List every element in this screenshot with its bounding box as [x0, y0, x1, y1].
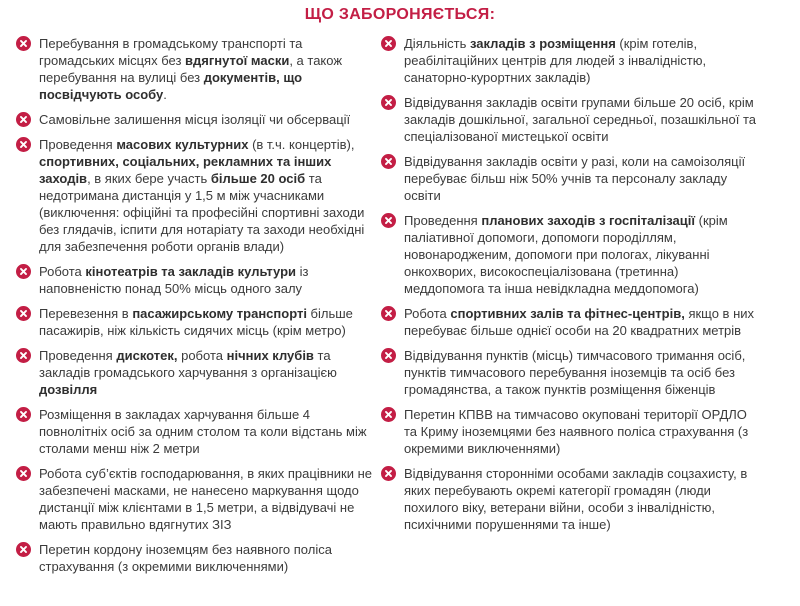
prohibition-text: Перебування в громадському транспорті та громадських місцях без вдягнутої маски, а також перебування на вулиці без документів, що посвідчують особу. — [39, 36, 343, 102]
prohibition-text: Робота кінотеатрів та закладів культури із наповненістю понад 50% місць одного залу — [39, 264, 309, 296]
x-circle-icon — [16, 466, 31, 481]
x-circle-icon — [16, 264, 31, 279]
x-circle-icon — [381, 306, 396, 321]
prohibition-item — [381, 406, 760, 457]
prohibition-item — [16, 347, 375, 398]
prohibition-text: Відвідування закладів освіти у разі, коли на самоізоляції перебуває більш ніж 50% учнів та персоналу закладу освіти — [404, 154, 746, 203]
prohibition-item — [16, 465, 375, 533]
prohibition-item — [381, 94, 760, 145]
prohibition-item — [16, 263, 375, 297]
prohibition-item — [381, 212, 760, 297]
prohibition-text: Робота суб’єктів господарювання, в яких працівники не забезпечені масками, не нанесено маркування щодо дистанції між клієнтами в 1,5 метри, а відвідувачі не мають правильно вдягнутих ЗІЗ — [39, 466, 373, 532]
prohibition-item — [381, 153, 760, 204]
x-circle-icon — [16, 36, 31, 51]
right-column — [381, 35, 760, 541]
prohibition-item — [16, 541, 375, 575]
x-circle-icon — [381, 466, 396, 481]
prohibition-item — [16, 35, 375, 103]
x-circle-icon — [16, 542, 31, 557]
prohibition-text: Відвідування закладів освіти групами більше 20 осіб, крім закладів дошкільної, загальної середньої, позашкільної та спеціалізованої мистецької освіти — [404, 95, 756, 144]
prohibition-text: Проведення дискотек, робота нічних клубів та закладів громадського харчування з організацією дозвілля — [39, 348, 337, 397]
x-circle-icon — [381, 36, 396, 51]
x-circle-icon — [16, 407, 31, 422]
prohibition-text: Відвідування пунктів (місць) тимчасового тримання осіб, пунктів тимчасового перебування іноземців та осіб без громадянства, а також пунктів розміщення біженців — [404, 348, 746, 397]
x-circle-icon — [16, 348, 31, 363]
prohibition-item — [16, 136, 375, 255]
page-title: ЩО ЗАБОРОНЯЄТЬСЯ: — [304, 6, 496, 23]
x-circle-icon — [16, 112, 31, 127]
x-circle-icon — [381, 154, 396, 169]
prohibition-text: Діяльність закладів з розміщення (крім готелів, реабілітаційних центрів для людей з інвалідністю, санаторно-курортних закладів) — [404, 36, 707, 85]
prohibition-text: Робота спортивних залів та фітнес-центрів, якщо в них перебуває більше однієї особи на 20 квадратних метрів — [404, 306, 755, 338]
x-circle-icon — [381, 348, 396, 363]
prohibition-item — [16, 111, 375, 128]
x-circle-icon — [381, 95, 396, 110]
x-circle-icon — [16, 306, 31, 321]
prohibition-text: Проведення планових заходів з госпіталізації (крім паліативної допомоги, допомоги породіллям, новонародженим, допомоги при пологах, лікуванні онкохворих, високоспеціалізована (третинна) меддопомога та інша невідкладна меддопомога) — [404, 213, 728, 296]
prohibition-text: Розміщення в закладах харчування більше 4 повнолітніх осіб за одним столом та коли відстань між столами менш ніж 2 метри — [39, 407, 367, 456]
prohibition-text: Самовільне залишення місця ізоляції чи обсервації — [39, 112, 351, 127]
x-circle-icon — [381, 407, 396, 422]
x-circle-icon — [16, 137, 31, 152]
prohibition-item — [16, 305, 375, 339]
prohibition-item — [381, 305, 760, 339]
prohibition-text: Перетин КПВВ на тимчасово окуповані території ОРДЛО та Криму іноземцями без наявного поліса страхування (з окремими виключеннями) — [404, 407, 749, 456]
prohibition-text: Перевезення в пасажирському транспорті більше пасажирів, ніж кількість сидячих місць (крім метро) — [39, 306, 353, 338]
prohibition-text: Проведення масових культурних (в т.ч. концертів), спортивних, соціальних, рекламних та інших заходів, в яких бере участь більше 20 осіб та недотримана дистанція у 1,5 м між учасниками (виключення: офіційні та професійні спортивні заходи без глядачів, іспити для нотаріату та заходи необхідні для забезпечення роботи органів влади) — [39, 137, 365, 254]
prohibition-item — [381, 465, 760, 533]
prohibition-item — [381, 35, 760, 86]
x-circle-icon — [381, 213, 396, 228]
prohibition-text: Перетин кордону іноземцям без наявного поліса страхування (з окремими виключеннями) — [39, 542, 332, 574]
prohibition-item — [381, 347, 760, 398]
prohibitions-list — [0, 24, 800, 583]
prohibition-item — [16, 406, 375, 457]
prohibition-text: Відвідування сторонніми особами закладів соцзахисту, в яких перебувають окремі категорії громадян (люди похилого віку, ветерани війни, особи з інвалідністю, психічними порушеннями та інше) — [404, 466, 748, 532]
left-column — [16, 35, 375, 583]
